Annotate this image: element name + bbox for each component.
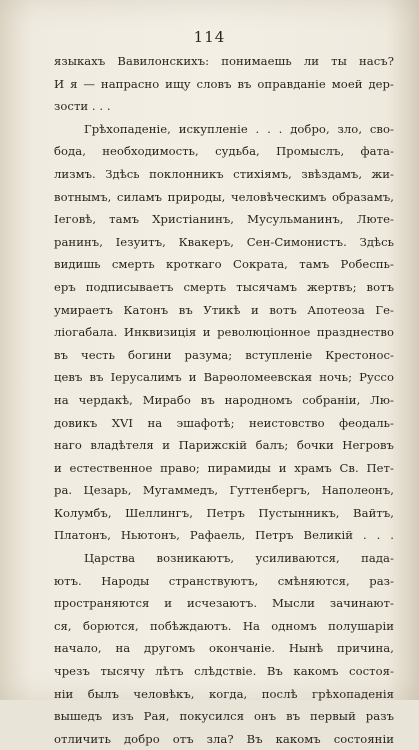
text-line: цевъ въ Іерусалимъ и Варѳоломеевская ночь; Руссо: [54, 370, 394, 385]
text-line: начало, на другомъ окончаніе. Нынѣ причина,: [54, 641, 394, 656]
text-line: И я — напрасно ищу словъ въ оправданіе моей дер-: [54, 76, 394, 91]
text-line: лизмъ. Здѣсь поклонникъ стихіямъ, звѣздамъ, жи-: [54, 166, 394, 181]
text-line: языкахъ Вавилонскихъ: понимаешь ли ты насъ?: [54, 54, 394, 68]
text-line: чрезъ тысячу лѣтъ слѣдствіе. Въ какомъ состоя-: [54, 664, 394, 679]
text-line: прострaняются и исчезаютъ. Мысли зачинают-: [54, 596, 394, 611]
text-line: Грѣхопаденіе, искупленіе . . . добро, зло, сво-: [84, 121, 394, 136]
text-line: зости . . .: [54, 99, 111, 114]
body-text: [54, 50, 394, 750]
text-line: ніи былъ человѣкъ, когда, послѣ грѣхопаденія: [54, 686, 394, 701]
text-line: ліогабала. Инквизиція и революціонное празднество: [54, 325, 394, 340]
text-line: на чердакѣ, Мирабо въ народномъ собраніи, Лю-: [54, 392, 394, 407]
text-line: еръ подписываетъ смерть тысячамъ жертвъ; вотъ: [54, 279, 394, 294]
text-line: ся, борются, побѣждаютъ. На одномъ полушаріи: [54, 618, 394, 633]
paragraph: [54, 118, 394, 547]
text-line: ютъ. Народы странствуютъ, смѣняются, раз-: [54, 573, 394, 588]
text-line: и естественное право; пирамиды и храмъ Св. Пет-: [54, 460, 394, 475]
text-line: въ честь богини разума; вступленіе Крестонос-: [54, 347, 394, 362]
text-line: бода, необходимость, судьба, Промыслъ, фата-: [54, 144, 394, 159]
text-line: Колумбъ, Шеллингъ, Петръ Пустынникъ, Вайтъ,: [54, 505, 394, 520]
text-line: наго владѣтеля и Парижскій балъ; бочки Негровъ: [54, 438, 394, 453]
page-number: 114: [193, 28, 226, 46]
paragraph: [54, 547, 394, 750]
text-line: видишь смерть кроткаго Сократа, тамъ Робеспь-: [54, 257, 394, 272]
text-line: ранинъ, Іезуитъ, Квакеръ, Сен-Симонистъ. Здѣсь: [54, 234, 394, 249]
text-line: довикъ XVI на эшафотѣ; неистовство феодаль-: [54, 415, 394, 430]
text-line: Царства возникаютъ, усиливаются, пада-: [84, 551, 394, 566]
text-line: вотнымъ, силамъ природы, человѣческимъ образамъ,: [54, 189, 394, 204]
text-line: отличить добро отъ зла? Въ какомъ состояніи: [54, 731, 394, 746]
paragraph: [54, 50, 394, 118]
text-line: умираетъ Катонъ въ Утикѣ и вотъ Апотеоза Ге-: [54, 302, 394, 317]
text-line: Платонъ, Ньютонъ, Рафаель, Петръ Великій . . .: [54, 528, 394, 543]
text-line: Іеговѣ, тамъ Христіанинъ, Мусульманинъ, Люте-: [54, 212, 394, 227]
text-line: вышедъ изъ Рая, покусился онъ въ первый разъ: [54, 709, 394, 724]
text-line: ра. Цезарь, Мугаммедъ, Гуттенбергъ, Наполеонъ,: [54, 483, 394, 498]
